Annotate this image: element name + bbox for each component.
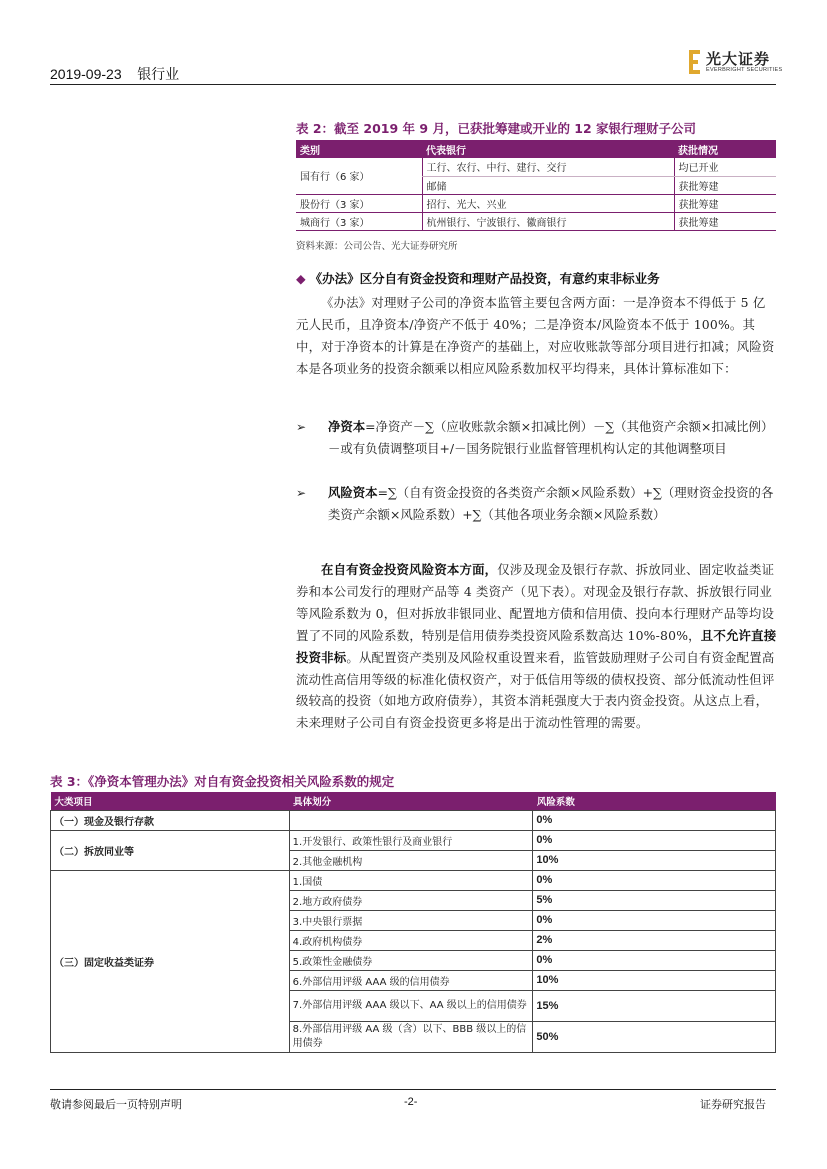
table-row: [51, 870, 776, 890]
bullet-text: =∑（自有资金投资的各类资产余额×风险系数）+∑（理财资金投资的各类资产余额×风险系数）+∑（其他各项业务余额×风险系数）: [328, 485, 774, 522]
cell-coef: 0%: [533, 950, 776, 970]
report-date: 2019-09-23: [50, 66, 122, 82]
table-row: [296, 194, 776, 212]
cell-status: 获批筹建: [674, 194, 776, 212]
table2: [296, 140, 776, 231]
cell-coef: 2%: [533, 930, 776, 950]
cell-coef: 0%: [533, 830, 776, 850]
page-number: -2-: [404, 1096, 418, 1108]
cell-coef: 10%: [533, 970, 776, 990]
cell-category: （二）拆放同业等: [51, 830, 290, 870]
cell-coef: 0%: [533, 910, 776, 930]
section-heading: [296, 269, 660, 287]
para-bold-lead: 在自有资金投资风险资本方面，: [321, 562, 498, 577]
logo-text-en: EVERBRIGHT SECURITIES: [706, 67, 783, 73]
cell-coef: 15%: [533, 990, 776, 1021]
footer-report-type: 证券研究报告: [700, 1098, 766, 1111]
company-logo: [688, 48, 783, 80]
cell-detail: 2.其他金融机构: [289, 850, 533, 870]
header-date-industry: [50, 64, 179, 84]
cell-category: 城商行（3 家）: [296, 212, 422, 230]
cell-detail: 1.国债: [289, 870, 533, 890]
table2-header-row: [296, 140, 776, 158]
cell-detail: 2.地方政府债券: [289, 890, 533, 910]
cell-banks: 招行、光大、兴业: [422, 194, 674, 212]
footer-divider: [50, 1089, 776, 1090]
cell-banks: 邮储: [422, 176, 674, 194]
cell-status: 获批筹建: [674, 212, 776, 230]
para-text: 仅涉及现金及银行存款、拆放同业、固定收益类证券和本公司发行的理财产品等 4 类资产（见下表）。对现金及银行存款、拆放银行同业等风险系数为 0，但对拆放非银同业、配置地方债和信用债、投向本行理财产品等均设置了不同的风险系数，特别是信用债券类投资风险系数高达 10%-80%，: [296, 562, 775, 643]
para-bold-emphasis: 且不允许直接投资非标: [296, 627, 777, 665]
cell-detail: 6.外部信用评级 AAA 级的信用债券: [289, 970, 533, 990]
footer-disclaimer: 敬请参阅最后一页特别声明: [50, 1098, 182, 1111]
table-row: [296, 212, 776, 230]
cell-detail: 5.政策性金融债券: [289, 950, 533, 970]
cell-coef: 10%: [533, 850, 776, 870]
bullet-net-capital: [296, 416, 778, 460]
cell-category: 国有行（6 家）: [296, 158, 422, 194]
table3-title: 表 3：《净资本管理办法》对自有资金投资相关风险系数的规定: [50, 774, 395, 789]
cell-category: 股份行（3 家）: [296, 194, 422, 212]
cell-detail: 1.开发银行、政策性银行及商业银行: [289, 830, 533, 850]
cell-category: （一）现金及银行存款: [51, 810, 290, 830]
para-text: 。从配置资产类别及风险权重设置来看，监管鼓励理财子公司自有资金配置高流动性高信用等级的标准化债权资产，对于低信用等级的债权投资、部分低流动性但评级较高的投资（如地方政府债券），其资本消耗强度大于表内资金投资。从这点上看，未来理财子公司自有资金投资更多将是出于流动性管理的需要。: [296, 649, 775, 731]
logo-mark-icon: [688, 48, 702, 76]
diamond-bullet-icon: ◆: [296, 271, 306, 286]
cell-coef: 0%: [533, 870, 776, 890]
paragraph-own-funds: [296, 559, 778, 734]
cell-banks: 杭州银行、宁波银行、徽商银行: [422, 212, 674, 230]
bullet-text: =净资产－∑（应收账款余额×扣减比例）－∑（其他资产余额×扣减比例）－或有负债调整项目+/－国务院银行业监督管理机构认定的其他调整项目: [328, 419, 774, 456]
section-heading-text: 《办法》区分自有资金投资和理财产品投资，有意约束非标业务: [309, 271, 660, 286]
table3-header-coef: 风险系数: [533, 792, 776, 810]
bullet-label: 风险资本: [328, 485, 378, 500]
cell-banks: 工行、农行、中行、建行、交行: [422, 158, 674, 176]
table2-source: 资料来源：公司公告、光大证券研究所: [296, 241, 458, 252]
table3: [50, 792, 776, 1053]
cell-status: 均已开业: [674, 158, 776, 176]
table-row: [51, 810, 776, 830]
cell-detail: 4.政府机构债券: [289, 930, 533, 950]
cell-detail: 7.外部信用评级 AAA 级以下、AA 级以上的信用债券: [289, 990, 533, 1021]
paragraph-net-capital: 《办法》对理财子公司的净资本监管主要包含两方面：一是净资本不得低于 5 亿元人民币，且净资本/净资产不低于 40%；二是净资本/风险资本不低于 100%。其中，对于净资本的计算是在净资产的基础上，对应收账款等部分项目进行扣减；风险资本是各项业务的投资余额乘以相应风险系数加权平均得来，具体计算标准如下：: [296, 295, 775, 376]
table-row: [296, 158, 776, 176]
table2-header-category: 类别: [296, 140, 422, 158]
table3-header-row: [51, 792, 776, 810]
table3-header-detail: 具体划分: [289, 792, 533, 810]
table2-header-status: 获批情况: [674, 140, 776, 158]
table-row: [51, 830, 776, 850]
cell-detail: [289, 810, 533, 830]
arrow-bullet-icon: ➢: [296, 420, 307, 434]
cell-detail: 3.中央银行票据: [289, 910, 533, 930]
arrow-bullet-icon: ➢: [296, 486, 307, 500]
cell-status: 获批筹建: [674, 176, 776, 194]
cell-coef: 50%: [533, 1021, 776, 1052]
bullet-label: 净资本: [328, 419, 366, 434]
logo-text-cn: 光大证券: [706, 50, 771, 68]
table2-header-banks: 代表银行: [422, 140, 674, 158]
cell-detail: 8.外部信用评级 AA 级（含）以下、BBB 级以上的信用债券: [289, 1021, 533, 1052]
cell-coef: 0%: [533, 810, 776, 830]
table3-header-category: 大类项目: [51, 792, 290, 810]
cell-category: （三）固定收益类证券: [51, 870, 290, 1052]
table2-title: 表 2：截至 2019 年 9 月，已获批筹建或开业的 12 家银行理财子公司: [296, 121, 697, 136]
industry-label: 银行业: [137, 66, 180, 82]
cell-coef: 5%: [533, 890, 776, 910]
header-divider: [50, 84, 776, 85]
bullet-risk-capital: [296, 482, 778, 526]
